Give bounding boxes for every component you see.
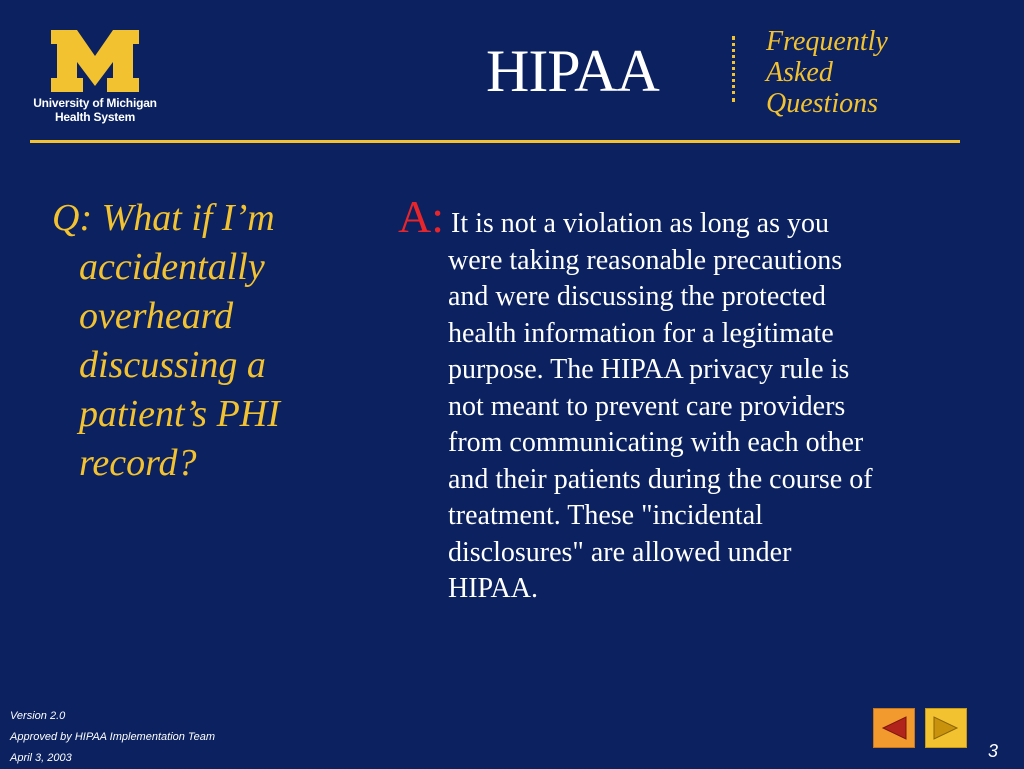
question-line-6: record? <box>79 442 197 484</box>
answer-line-9: treatment. These "incidental <box>448 500 763 531</box>
question-line-5: patient’s PHI <box>79 393 280 435</box>
logo-line-1: University of Michigan <box>33 96 157 110</box>
next-slide-button[interactable] <box>925 708 967 748</box>
header-rule <box>30 140 960 143</box>
question-line-3: overheard <box>79 295 234 337</box>
arrow-left-icon <box>880 715 908 741</box>
answer-block <box>398 191 988 608</box>
answer-line-6: not meant to prevent care providers <box>448 390 846 422</box>
block-m-logo-icon <box>49 28 141 94</box>
logo-line-2: Health System <box>54 110 136 124</box>
page-title: HIPAA <box>486 38 659 104</box>
faq-line-2: Asked <box>766 57 833 88</box>
question-line-1: What if I’m <box>101 197 275 239</box>
answer-line-1: It is not a violation as long as you <box>451 208 829 239</box>
answer-line-3: and were discussing the protected <box>448 281 826 312</box>
question-line-4: discussing a <box>79 344 266 386</box>
answer-line-7: from communicating with each other <box>448 427 864 458</box>
footer-approved: Approved by HIPAA Implementation Team <box>10 731 216 743</box>
answer-line-10: disclosures" are allowed under <box>448 536 792 568</box>
answer-line-11: HIPAA. <box>448 573 538 604</box>
answer-line-4: health information for a legitimate <box>448 317 834 349</box>
title-divider <box>732 36 735 102</box>
answer-line-2: were taking reasonable precautions <box>448 244 843 276</box>
question-block <box>52 194 352 488</box>
footer-date: April 3, 2003 <box>10 752 72 764</box>
university-logo <box>30 28 160 124</box>
arrow-right-icon <box>932 715 960 741</box>
footer-version: Version 2.0 <box>10 710 66 722</box>
faq-line-3: Questions <box>766 88 878 119</box>
answer-prefix: A: <box>398 191 444 242</box>
question-line-2: accidentally <box>79 246 265 288</box>
faq-line-1: Frequently <box>766 26 888 57</box>
answer-line-8: and their patients during the course of <box>448 463 873 495</box>
question-prefix: Q: <box>52 197 93 239</box>
faq-subtitle <box>766 26 888 119</box>
page-number: 3 <box>988 741 999 761</box>
footer-info <box>10 706 215 769</box>
previous-slide-button[interactable] <box>873 708 915 748</box>
answer-line-5: purpose. The HIPAA privacy rule is <box>448 354 850 385</box>
